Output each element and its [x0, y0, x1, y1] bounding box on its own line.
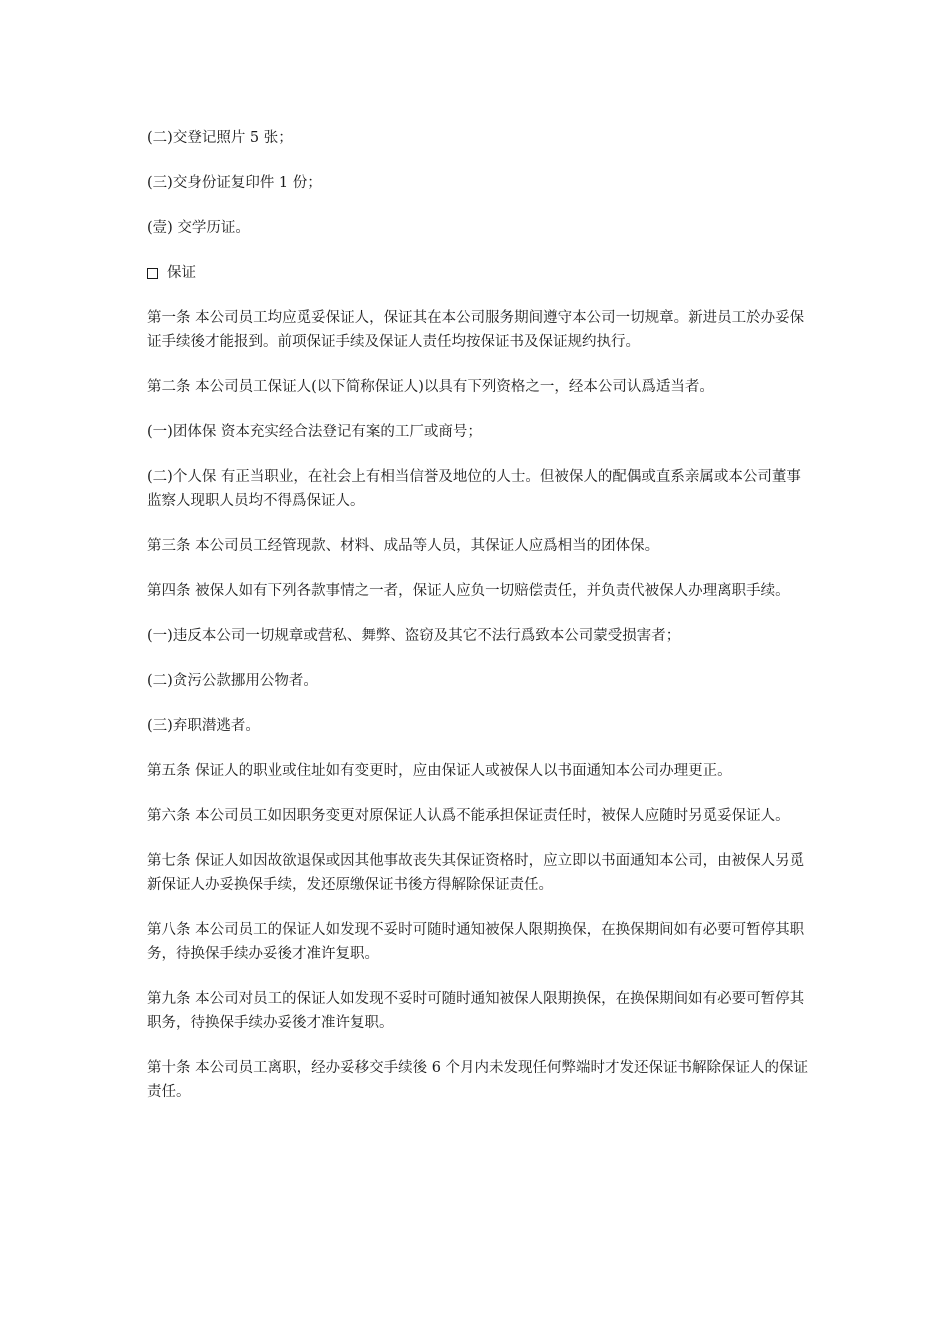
article-8: 第八条 本公司员工的保证人如发现不妥时可随时通知被保人限期换保，在换保期间如有必要可暂停其职务，待换保手续办妥後才准许复职。 [147, 922, 805, 962]
article-2: 第二条 本公司员工保证人(以下简称保证人)以具有下列资格之一，经本公司认爲适当者。 [147, 379, 714, 395]
section-title: 保证 [167, 265, 196, 281]
list-item-photos: (二)交登记照片 5 张； [147, 130, 293, 146]
article-2-item-1: (一)团体保 资本充实经合法登记有案的工厂或商号； [147, 424, 482, 440]
article-4-item-1: (一)违反本公司一切规章或营私、舞弊、盗窃及其它不法行爲致本公司蒙受损害者； [147, 628, 681, 644]
list-item-id-copy: (三)交身份证复印件 1 份； [147, 175, 322, 191]
article-3: 第三条 本公司员工经管现款、材料、成品等人员，其保证人应爲相当的团体保。 [147, 538, 660, 554]
checkbox-square-icon [147, 268, 158, 279]
section-heading [147, 261, 809, 285]
article-7: 第七条 保证人如因故欲退保或因其他事故丧失其保证资格时，应立即以书面通知本公司，由被保人另觅新保证人办妥换保手续，发还原缴保证书後方得解除保证责任。 [147, 853, 805, 893]
article-9: 第九条 本公司对员工的保证人如发现不妥时可随时通知被保人限期换保，在换保期间如有必要可暂停其职务，待换保手续办妥後才准许复职。 [147, 991, 805, 1031]
article-10: 第十条 本公司员工离职，经办妥移交手续後 6 个月内未发现任何弊端时才发还保证书解除保证人的保证责任。 [147, 1060, 809, 1100]
article-5: 第五条 保证人的职业或住址如有变更时，应由保证人或被保人以书面通知本公司办理更正。 [147, 763, 732, 779]
article-1: 第一条 本公司员工均应觅妥保证人，保证其在本公司服务期间遵守本公司一切规章。新进员工於办妥保证手续後才能报到。前项保证手续及保证人责任均按保证书及保证规约执行。 [147, 310, 805, 350]
article-4-item-3: (三)弃职潜逃者。 [147, 718, 260, 734]
article-6: 第六条 本公司员工如因职务变更对原保证人认爲不能承担保证责任时，被保人应随时另觅妥保证人。 [147, 808, 790, 824]
article-4-item-2: (二)贪污公款挪用公物者。 [147, 673, 318, 689]
article-2-item-2: (二)个人保 有正当职业，在社会上有相当信誉及地位的人士。但被保人的配偶或直系亲属或本公司董事监察人现职人员均不得爲保证人。 [147, 469, 801, 509]
article-4: 第四条 被保人如有下列各款事情之一者，保证人应负一切赔偿责任，并负责代被保人办理离职手续。 [147, 583, 790, 599]
document-page [147, 126, 809, 1125]
list-item-education: (壹) 交学历证。 [147, 220, 250, 236]
